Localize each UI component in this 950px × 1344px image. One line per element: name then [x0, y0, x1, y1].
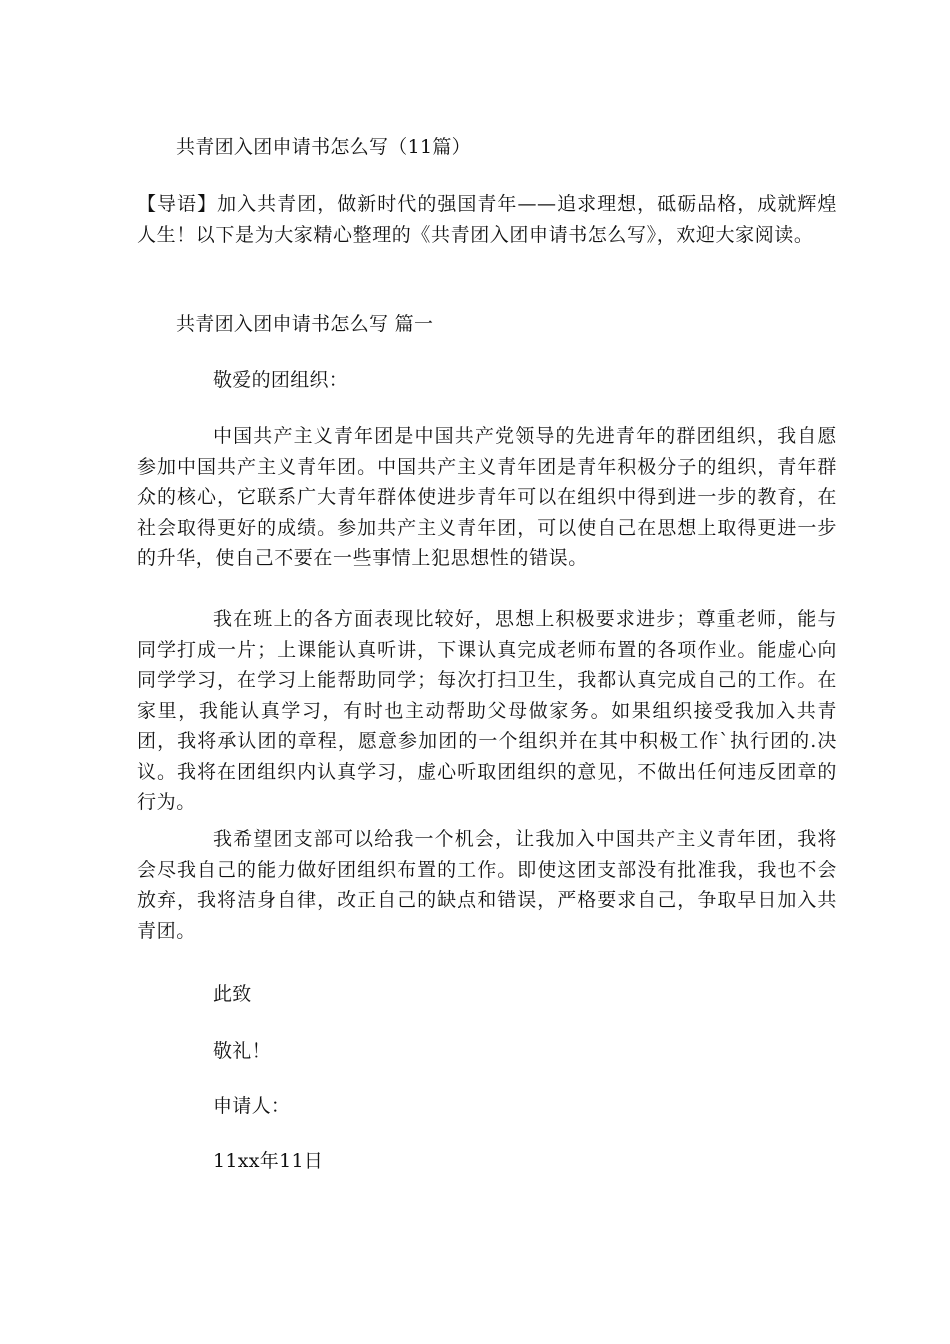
document-title: 共青团入团申请书怎么写（11篇） — [176, 136, 471, 158]
closing-salute: 敬礼！ — [213, 1040, 271, 1062]
salutation: 敬爱的团组织： — [213, 369, 349, 391]
application-date: 11xx年11日 — [213, 1150, 324, 1172]
applicant-label: 申请人： — [213, 1095, 291, 1117]
section-heading: 共青团入团申请书怎么写 篇一 — [176, 313, 434, 335]
closing-regards: 此致 — [213, 983, 252, 1005]
intro-paragraph: 【导语】加入共青团，做新时代的强国青年——追求理想，砥砺品格，成就辉煌人生！以下是为大家精心整理的《共青团入团申请书怎么写》，欢迎大家阅读。 — [137, 193, 837, 246]
body-paragraph-3: 我希望团支部可以给我一个机会，让我加入中国共产主义青年团，我将会尽我自己的能力做好团组织布置的工作。即使这团支部没有批准我，我也不会放弃，我将洁身自律，改正自己的缺点和错误，严格要求自己，争取早日加入共青团。 — [137, 828, 837, 942]
body-paragraph-1: 中国共产主义青年团是中国共产党领导的先进青年的群团组织，我自愿参加中国共产主义青年团。中国共产主义青年团是青年积极分子的组织，青年群众的核心，它联系广大青年群体使进步青年可以在组织中得到进一步的教育，在社会取得更好的成绩。参加共产主义青年团，可以使自己在思想上取得更进一步的升华，使自己不要在一些事情上犯思想性的错误。 — [137, 425, 837, 569]
body-paragraph-2: 我在班上的各方面表现比较好，思想上积极要求进步；尊重老师，能与同学打成一片；上课能认真听讲，下课认真完成老师布置的各项作业。能虚心向同学学习，在学习上能帮助同学；每次打扫卫生，我都认真完成自己的工作。在家里，我能认真学习，有时也主动帮助父母做家务。如果组织接受我加入共青团，我将承认团的章程，愿意参加团的一个组织并在其中积极工作`执行团的.决议。我将在团组织内认真学习，虚心听取团组织的意见，不做出任何违反团章的行为。 — [137, 608, 837, 813]
